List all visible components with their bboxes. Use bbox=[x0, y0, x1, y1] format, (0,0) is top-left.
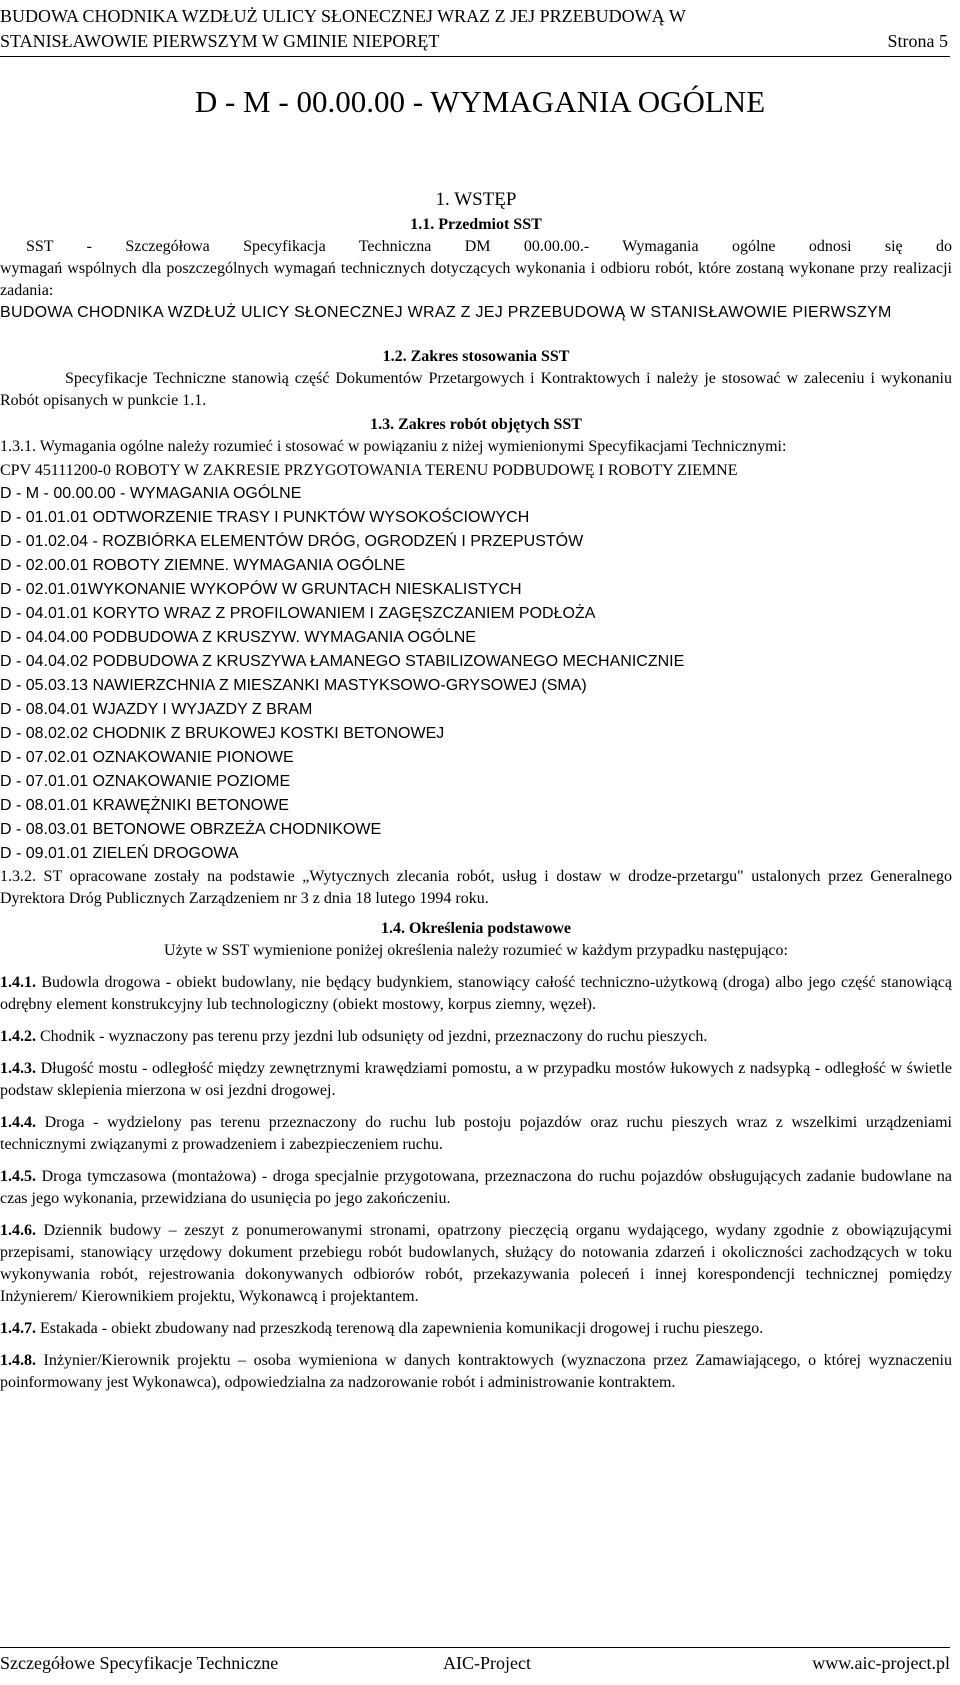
footer-document-type: Szczegółowe Specyfikacje Techniczne bbox=[0, 1653, 279, 1673]
definition-number: 1.4.7. bbox=[0, 1320, 36, 1337]
spec-item: D - 08.03.01 BETONOWE OBRZEŻA CHODNIKOWE bbox=[0, 821, 382, 838]
definition-number: 1.4.5. bbox=[0, 1168, 36, 1185]
header-project-line2: STANISŁAWOWIE PIERWSZYM W GMINIE NIEPORĘT bbox=[0, 31, 440, 51]
paragraph-1-3-1 bbox=[0, 436, 952, 458]
spec-item: D - 08.01.01 KRAWĘŻNIKI BETONOWE bbox=[0, 797, 289, 814]
cpv-code: CPV 45111200-0 ROBOTY W ZAKRESIE PRZYGOTOWANIA TERENU PODBUDOWĘ I ROBOTY ZIEMNE bbox=[0, 462, 738, 479]
definition-number: 1.4.4. bbox=[0, 1114, 36, 1131]
document-body bbox=[0, 188, 952, 1394]
spec-item: D - 01.01.01 ODTWORZENIE TRASY I PUNKTÓW WYSOKOŚCIOWYCH bbox=[0, 509, 530, 526]
definition-text: Dziennik budowy – zeszyt z ponumerowanymi stronami, opatrzony pieczęcią organu wydającego, wydany zgodnie z obowiązującymi przepisami, stanowiący urzędowy dokument przebiegu robót budowlanych, służący do notowania zdarzeń i okoliczności zachodzących w toku wykonywania robót, rejestrowania dokonywanych odbiorów robót, przekazywania poleceń i innej korespondencji technicznej pomiędzy Inżynierem/ Kierownikiem projektu, Wykonawcą i projektantem. bbox=[0, 1222, 953, 1305]
spec-item: D - 08.04.01 WJAZDY I WYJAZDY Z BRAM bbox=[0, 701, 313, 718]
definition-text: Inżynier/Kierownik projektu – osoba wymieniona w danych kontraktowych (wyznaczona przez Zamawiającego, o której wyznaczeniu poinformowany jest Wykonawca), odpowiedzialna za nadzorowanie robót i administrowanie kontraktem. bbox=[0, 1352, 952, 1391]
okreslenia-intro: Użyte w SST wymienione poniżej określenia należy rozumieć w każdym przypadku następująco: bbox=[164, 942, 788, 959]
subsection-heading-zakres-robot: 1.3. Zakres robót objętych SST bbox=[370, 416, 582, 433]
spec-item: D - 04.04.02 PODBUDOWA Z KRUSZYWA ŁAMANEGO STABILIZOWANEGO MECHANICZNIE bbox=[0, 653, 685, 670]
project-name: BUDOWA CHODNIKA WZDŁUŻ ULICY SŁONECZNEJ WRAZ Z JEJ PRZEBUDOWĄ W STANISŁAWOWIE PIERWSZYM bbox=[0, 304, 892, 321]
przedmiot-first-line: SST - Szczegółowa Specyfikacja Techniczna DM 00.00.00.- Wymagania ogólne odnosi się do bbox=[26, 238, 952, 255]
definition-text: Droga - wydzielony pas terenu przeznaczony do ruchu lub postoju pojazdów oraz ruchu pieszych wraz z wszelkimi urządzeniami technicznymi związanymi z prowadzeniem i zabezpieczeniem ruchu. bbox=[0, 1114, 953, 1153]
spec-item: D - 08.02.02 CHODNIK Z BRUKOWEJ KOSTKI BETONOWEJ bbox=[0, 725, 445, 742]
definition-number: 1.4.6. bbox=[0, 1222, 36, 1239]
definition-item bbox=[0, 1112, 952, 1156]
definition-item bbox=[0, 1318, 952, 1340]
definition-number: 1.4.3. bbox=[0, 1060, 36, 1077]
definition-text: Budowla drogowa - obiekt budowlany, nie będący budynkiem, stanowiący całość techniczno-użytkową (droga) albo jego część stanowiącą odrębny element konstrukcyjny lub technologiczny (obiekt mostowy, korpus ziemny, węzeł). bbox=[0, 974, 953, 1013]
spec-item: D - 07.02.01 OZNAKOWANIE PIONOWE bbox=[0, 749, 294, 766]
spec-item: D - 05.03.13 NAWIERZCHNIA Z MIESZANKI MASTYKSOWO-GRYSOWEJ (SMA) bbox=[0, 677, 587, 694]
page-header bbox=[0, 4, 948, 54]
spec-item: D - 02.00.01 ROBOTY ZIEMNE. WYMAGANIA OGÓLNE bbox=[0, 557, 406, 574]
definition-item bbox=[0, 972, 952, 1016]
przedmiot-text: wymagań wspólnych dla poszczególnych wymagań technicznych dotyczących wykonania i odbioru robót, które zostaną wykonane przy realizacji zadania: bbox=[0, 260, 952, 299]
paragraph-1-3-2 bbox=[0, 866, 952, 910]
footer-company: AIC-Project bbox=[443, 1653, 531, 1673]
spec-item: D - 04.01.01 KORYTO WRAZ Z PROFILOWANIEM I ZAGĘSZCZANIEM PODŁOŻA bbox=[0, 605, 596, 622]
subsection-heading-zakres: 1.2. Zakres stosowania SST bbox=[382, 348, 570, 365]
footer-divider bbox=[0, 1647, 950, 1648]
definition-item bbox=[0, 1220, 952, 1308]
header-project-line1: BUDOWA CHODNIKA WZDŁUŻ ULICY SŁONECZNEJ WRAZ Z JEJ PRZEBUDOWĄ W bbox=[0, 6, 686, 26]
spec-item: D - 09.01.01 ZIELEŃ DROGOWA bbox=[0, 845, 239, 862]
spec-list bbox=[0, 482, 952, 866]
definition-text: Chodnik - wyznaczony pas terenu przy jezdni lub odsunięty od jezdni, przeznaczony do ruchu pieszych. bbox=[40, 1028, 708, 1045]
definition-text: Droga tymczasowa (montażowa) - droga specjalnie przygotowana, przeznaczona do ruchu pojazdów obsługujących zadanie budowlane na czas jego wykonania, przewidziana do usunięcia po jego zakończeniu. bbox=[0, 1168, 953, 1207]
definition-number: 1.4.1. bbox=[0, 974, 36, 991]
definition-item bbox=[0, 1166, 952, 1210]
definition-item bbox=[0, 1058, 952, 1102]
spec-item: D - 01.02.04 - ROZBIÓRKA ELEMENTÓW DRÓG, OGRODZEŃ I PRZEPUSTÓW bbox=[0, 533, 584, 550]
document-title: D - M - 00.00.00 - WYMAGANIA OGÓLNE bbox=[194, 84, 766, 119]
section-number: 1.4. bbox=[381, 920, 406, 937]
definition-text: Estakada - obiekt zbudowany nad przeszkodą terenową dla zapewnienia komunikacji drogowej i ruchu pieszego. bbox=[40, 1320, 764, 1337]
definition-item bbox=[0, 1026, 952, 1048]
zakres-text: Specyfikacje Techniczne stanowią część Dokumentów Przetargowych i Kontraktowych i należy je stosować w zaleceniu i wykonaniu Robót opisanych w punkcie 1.1. bbox=[0, 370, 952, 409]
definition-number: 1.4.2. bbox=[0, 1028, 36, 1045]
subsection-heading-przedmiot: 1.1. Przedmiot SST bbox=[410, 216, 542, 233]
section-title: Określenia podstawowe bbox=[409, 920, 571, 937]
spec-item: D - 02.01.01WYKONANIE WYKOPÓW W GRUNTACH NIESKALISTYCH bbox=[0, 581, 522, 598]
spec-item: D - 07.01.01 OZNAKOWANIE POZIOME bbox=[0, 773, 291, 790]
definition-item bbox=[0, 1350, 952, 1394]
spec-item: D - M - 00.00.00 - WYMAGANIA OGÓLNE bbox=[0, 485, 302, 502]
footer-website: www.aic-project.pl bbox=[812, 1653, 950, 1673]
definition-text: Długość mostu - odległość między zewnętrznymi krawędziami pomostu, a w przypadku mostów łukowych z nadsypką - odległość w świetle podstaw sklepienia mierzona w osi jezdni drogowej. bbox=[0, 1060, 953, 1099]
paragraph-text: Wymagania ogólne należy rozumieć i stosować w powiązaniu z niżej wymienionymi Specyfikacjami Technicznymi: bbox=[39, 438, 787, 455]
definition-number: 1.4.8. bbox=[0, 1352, 36, 1369]
paragraph-text: ST opracowane zostały na podstawie „Wytycznych zlecania robót, usług i dostaw w drodze-przetargu" ustalonych przez Generalnego Dyrektora Dróg Publicznych Zarządzeniem nr 3 z dnia 18 lutego 1994 roku. bbox=[0, 868, 953, 907]
spec-item: D - 04.04.00 PODBUDOWA Z KRUSZYW. WYMAGANIA OGÓLNE bbox=[0, 629, 476, 646]
subsection-heading-okreslenia bbox=[0, 918, 952, 940]
paragraph-number: 1.3.1. bbox=[0, 438, 36, 455]
header-divider bbox=[0, 56, 950, 57]
section-heading-wstep: 1. WSTĘP bbox=[435, 189, 517, 210]
paragraph-number: 1.3.2. bbox=[0, 868, 36, 885]
page-number: Strona 5 bbox=[887, 31, 948, 51]
